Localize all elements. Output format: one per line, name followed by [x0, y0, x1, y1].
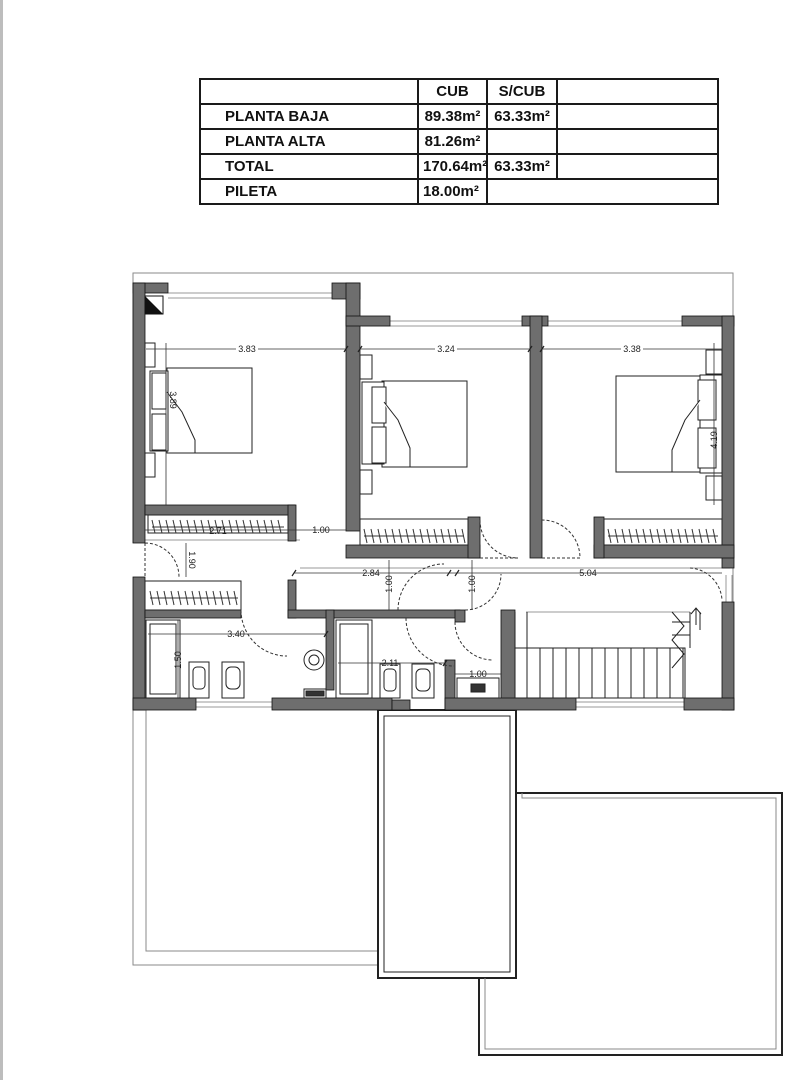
row-cub: 89.38m² — [418, 104, 487, 129]
bedroom-3-bed — [616, 350, 722, 500]
bathroom-2-fixtures — [336, 620, 499, 698]
dim-bath1-depth: 1.50 — [173, 651, 183, 669]
dim-hall-door-a: 1.00 — [384, 575, 394, 593]
pool-outline — [378, 710, 516, 978]
interior-lines — [145, 293, 732, 707]
row-label: PLANTA BAJA — [200, 104, 418, 129]
duct-symbol — [145, 296, 163, 314]
staircase — [515, 612, 700, 698]
dim-room1-width: 3.83 — [238, 344, 256, 354]
row-label: TOTAL — [200, 154, 418, 179]
dim-hall-door-b: 1.00 — [467, 575, 477, 593]
dim-room2-width: 3.24 — [437, 344, 455, 354]
dim-hall-right: 5.04 — [579, 568, 597, 578]
dim-sink-width: 1.00 — [469, 669, 487, 679]
row-scub: 63.33m² — [487, 104, 557, 129]
dim-corridor-gap: 1.00 — [312, 525, 330, 535]
terrace-outline — [479, 793, 782, 1055]
header-scub: S/CUB — [487, 79, 557, 104]
row-cub: 81.26m² — [418, 129, 487, 154]
row-scub: 63.33m² — [487, 154, 557, 179]
stair-steps — [527, 622, 690, 698]
dim-bath2-width: 2.11 — [381, 658, 399, 668]
row-label: PLANTA ALTA — [200, 129, 418, 154]
header-cub: CUB — [418, 79, 487, 104]
dim-hall-height: 1.90 — [187, 551, 197, 569]
terrace-inner-outline — [485, 793, 776, 1049]
bedroom-1-bed — [145, 343, 252, 477]
row-cub: 170.64m² — [418, 154, 487, 179]
bedroom-2-bed — [360, 355, 467, 494]
dim-hall-left: 2.84 — [362, 568, 380, 578]
row-cub: 18.00m² — [418, 179, 487, 204]
dim-room3-depth: 4.19 — [709, 431, 719, 449]
pool-inner-outline — [384, 716, 510, 972]
dim-closet-width: 2.71 — [209, 526, 227, 536]
dim-room1-depth: 3.89 — [168, 391, 178, 409]
row-label: PILETA — [200, 179, 418, 204]
walls — [133, 283, 734, 710]
dim-bath1-width: 3.40 — [227, 629, 245, 639]
dim-room3-width: 3.38 — [623, 344, 641, 354]
